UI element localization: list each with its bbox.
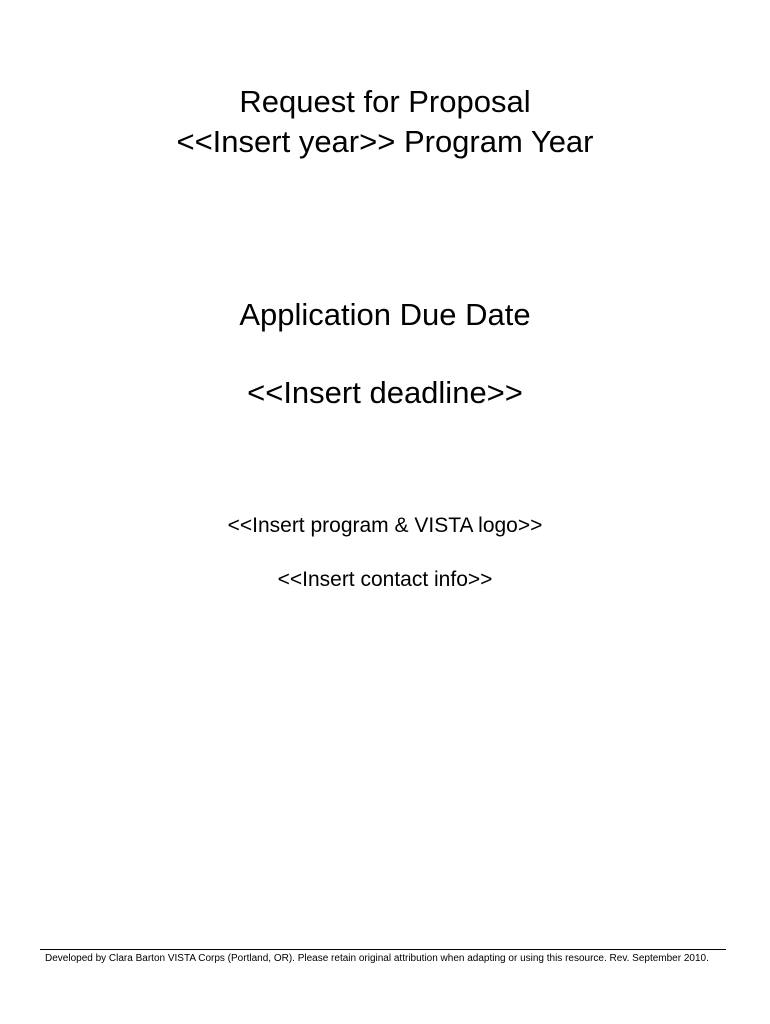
footer-attribution: Developed by Clara Barton VISTA Corps (Portland, OR). Please retain original attribution when adapting or using this resource. Rev. September 2010. — [45, 953, 709, 964]
contact-info-placeholder: <<Insert contact info>> — [277, 568, 493, 591]
footer-divider — [40, 949, 726, 950]
due-date-heading: Application Due Date — [239, 297, 531, 332]
document-title: Request for Proposal — [239, 84, 531, 119]
program-year-placeholder: <<Insert year>> Program Year — [176, 124, 594, 159]
logo-placeholder: <<Insert program & VISTA logo>> — [227, 514, 543, 537]
deadline-placeholder: <<Insert deadline>> — [247, 375, 523, 410]
